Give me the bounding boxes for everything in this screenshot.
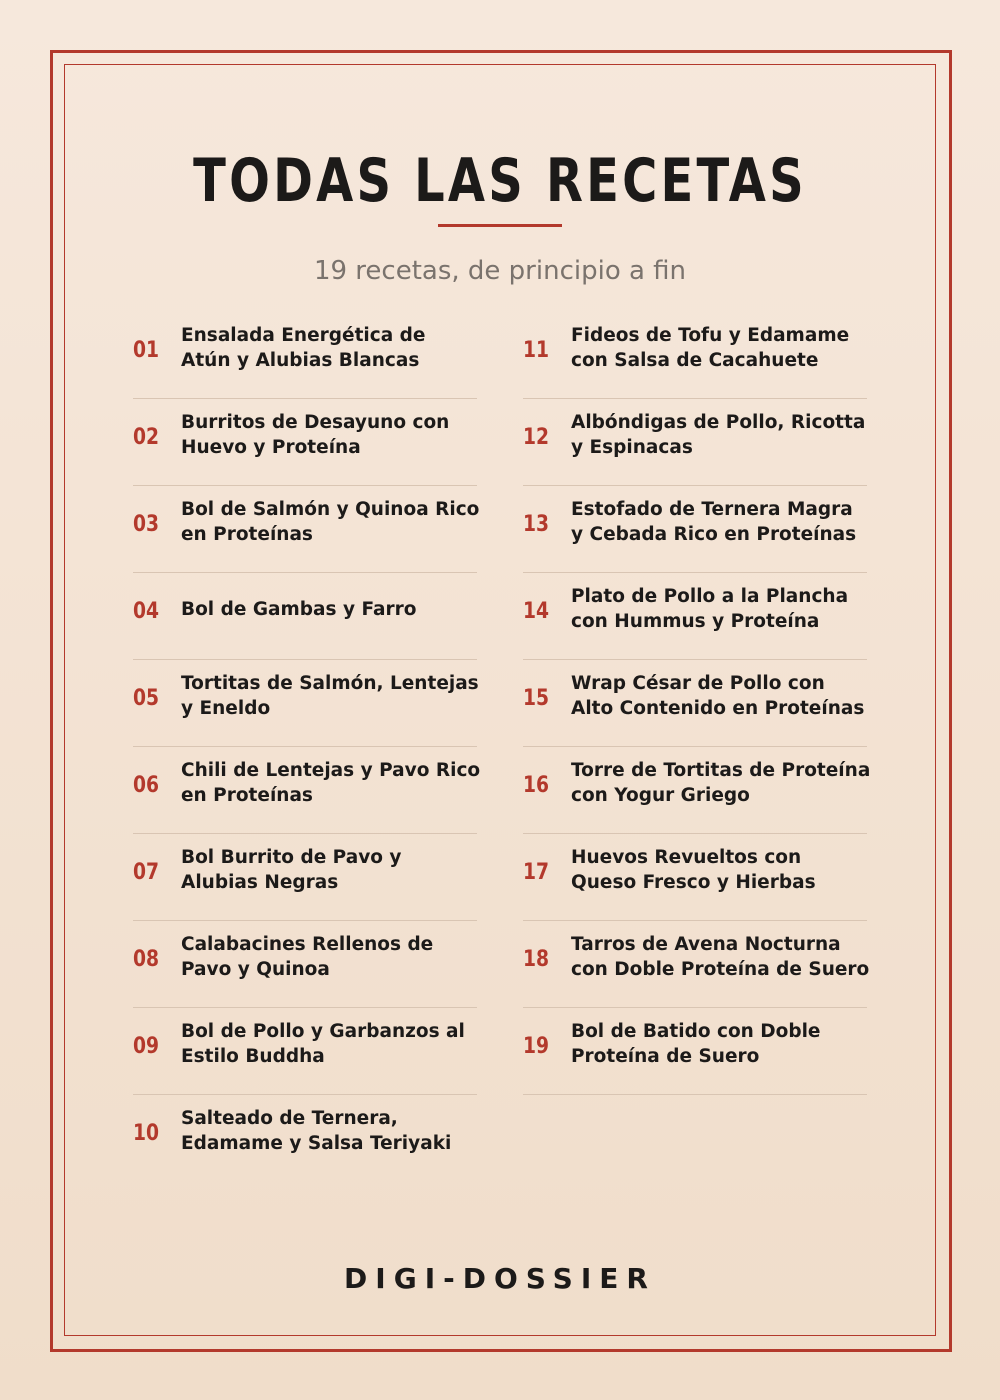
recipe-number: 07 — [133, 860, 160, 885]
recipe-item[interactable] — [523, 312, 867, 399]
recipe-name: Tortitas de Salmón, Lentejas y Eneldo — [181, 673, 479, 719]
recipe-number: 12 — [523, 425, 550, 450]
recipe-item[interactable] — [523, 660, 867, 747]
recipe-number: 19 — [523, 1034, 550, 1059]
page-title: TODAS LAS RECETAS — [193, 146, 807, 216]
recipe-number: 05 — [133, 686, 160, 711]
page-subtitle: 19 recetas, de principio a fin — [313, 256, 687, 286]
recipe-number: 10 — [133, 1121, 160, 1146]
recipe-item[interactable] — [523, 573, 867, 660]
recipe-name: Bol de Salmón y Quinoa Rico en Proteínas — [181, 499, 480, 545]
recipe-number: 11 — [523, 338, 550, 363]
recipe-number: 17 — [523, 860, 550, 885]
recipe-item[interactable] — [523, 834, 867, 921]
recipe-item[interactable] — [133, 573, 477, 660]
recipe-name: Estofado de Ternera Magra y Cebada Rico en Proteínas — [571, 499, 857, 545]
recipe-name: Bol de Pollo y Garbanzos al Estilo Buddha — [181, 1021, 465, 1067]
recipe-item[interactable] — [133, 834, 477, 921]
title-underline — [438, 224, 562, 227]
recipe-name: Bol de Gambas y Farro — [181, 598, 417, 620]
recipe-list-right — [523, 312, 871, 1095]
recipe-name: Salteado de Ternera, Edamame y Salsa Teriyaki — [181, 1108, 452, 1154]
recipe-item[interactable] — [133, 486, 480, 573]
recipe-item[interactable] — [133, 312, 477, 399]
recipe-number: 04 — [133, 599, 160, 624]
recipe-name: Burritos de Desayuno con Huevo y Proteína — [181, 412, 450, 458]
recipe-number: 01 — [133, 338, 160, 363]
recipe-name: Albóndigas de Pollo, Ricotta y Espinacas — [571, 412, 866, 458]
recipe-item[interactable] — [523, 921, 870, 1008]
recipe-item[interactable] — [133, 921, 477, 1008]
recipe-name: Wrap César de Pollo con Alto Contenido en Proteínas — [571, 673, 865, 719]
recipe-number: 13 — [523, 512, 550, 537]
recipe-item[interactable] — [523, 399, 867, 486]
recipe-item[interactable] — [133, 747, 481, 834]
recipe-name: Plato de Pollo a la Plancha con Hummus y Proteína — [571, 586, 849, 632]
recipe-list-left — [133, 312, 481, 1181]
recipe-name: Calabacines Rellenos de Pavo y Quinoa — [181, 934, 434, 980]
recipe-number: 02 — [133, 425, 160, 450]
recipe-item[interactable] — [523, 1008, 867, 1095]
recipe-name: Ensalada Energética de Atún y Alubias Blancas — [181, 325, 426, 371]
recipe-item[interactable] — [523, 486, 867, 573]
recipe-item[interactable] — [133, 660, 477, 747]
recipe-number: 09 — [133, 1034, 160, 1059]
recipe-name: Bol de Batido con Doble Proteína de Suero — [571, 1021, 821, 1067]
brand-footer: DIGI-DOSSIER — [344, 1262, 656, 1295]
recipe-name: Torre de Tortitas de Proteína con Yogur Griego — [571, 760, 871, 806]
recipe-number: 15 — [523, 686, 550, 711]
recipe-number: 18 — [523, 947, 550, 972]
recipe-name: Bol Burrito de Pavo y Alubias Negras — [181, 847, 402, 893]
recipe-number: 08 — [133, 947, 160, 972]
recipe-name: Huevos Revueltos con Queso Fresco y Hierbas — [571, 847, 816, 893]
recipe-item[interactable] — [133, 1008, 477, 1095]
recipe-name: Tarros de Avena Nocturna con Doble Proteína de Suero — [571, 934, 870, 980]
recipe-number: 03 — [133, 512, 160, 537]
recipe-item[interactable] — [133, 1095, 477, 1181]
recipe-number: 06 — [133, 773, 160, 798]
recipe-item[interactable] — [133, 399, 477, 486]
recipe-number: 16 — [523, 773, 550, 798]
recipe-number: 14 — [523, 599, 550, 624]
recipe-name: Fideos de Tofu y Edamame con Salsa de Cacahuete — [571, 325, 850, 371]
recipe-name: Chili de Lentejas y Pavo Rico en Proteínas — [181, 760, 481, 806]
recipe-item[interactable] — [523, 747, 871, 834]
